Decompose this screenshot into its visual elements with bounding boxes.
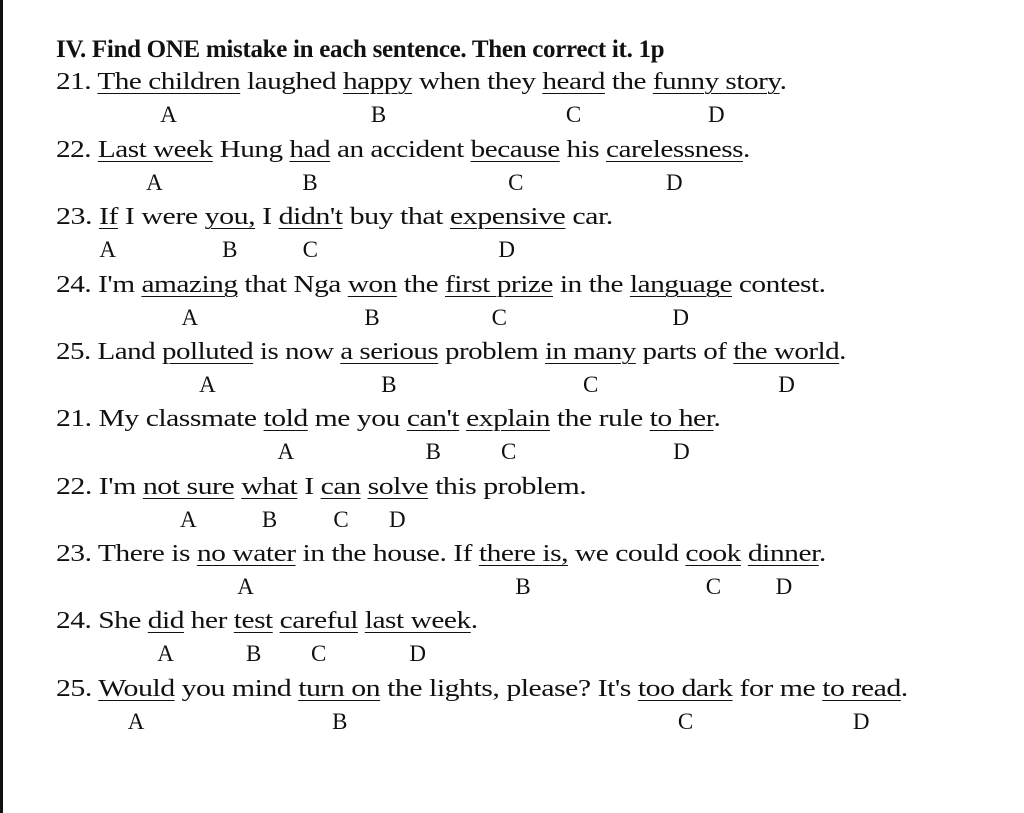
question-number: 25. bbox=[56, 339, 98, 365]
question-sentence bbox=[56, 203, 613, 231]
sentence-text: . bbox=[818, 541, 826, 567]
underlined-option: because bbox=[470, 137, 560, 163]
sentence-text: . bbox=[839, 339, 846, 365]
sentence-text: . bbox=[742, 137, 750, 163]
option-letter: A bbox=[157, 641, 174, 666]
option-letter: D bbox=[498, 237, 515, 262]
option-letter: A bbox=[99, 237, 116, 262]
option-letter: B bbox=[222, 237, 238, 262]
underlined-option: Would bbox=[98, 676, 175, 702]
sentence-text: Land bbox=[97, 339, 162, 365]
sentence-text: problem bbox=[438, 339, 545, 365]
sentence-text: contest. bbox=[732, 272, 826, 298]
underlined-option: can't bbox=[406, 406, 460, 432]
underlined-option: the world bbox=[733, 339, 840, 365]
option-letter: D bbox=[409, 641, 426, 666]
sentence-text: . bbox=[713, 406, 721, 432]
option-letter: B bbox=[364, 305, 380, 330]
question-number: 24. bbox=[56, 608, 99, 634]
sentence-text: when they bbox=[412, 69, 543, 95]
sentence-text: in the bbox=[552, 272, 630, 298]
option-letter: A bbox=[180, 507, 197, 532]
question-sentence bbox=[56, 338, 846, 366]
option-letter: C bbox=[491, 305, 507, 330]
question-sentence bbox=[56, 271, 826, 299]
option-letter: B bbox=[381, 372, 397, 397]
sentence-text: you mind bbox=[174, 676, 299, 702]
underlined-option: told bbox=[263, 406, 308, 432]
option-letter: C bbox=[508, 170, 524, 195]
underlined-option: too dark bbox=[637, 676, 733, 702]
underlined-option: happy bbox=[343, 69, 413, 95]
underlined-option: polluted bbox=[161, 339, 254, 365]
option-letter: D bbox=[778, 372, 795, 397]
underlined-option: no water bbox=[196, 541, 296, 567]
sentence-text: the rule bbox=[549, 406, 650, 432]
question-sentence bbox=[56, 675, 908, 703]
sentence-text: in the house. If bbox=[295, 541, 479, 567]
question-sentence bbox=[56, 540, 826, 568]
underlined-option: expensive bbox=[450, 204, 566, 230]
sentence-text: Hung bbox=[212, 137, 290, 163]
sentence-text: this problem. bbox=[428, 474, 587, 500]
sentence-text: . bbox=[779, 69, 787, 95]
underlined-option: explain bbox=[466, 406, 550, 432]
sentence-text: There is bbox=[97, 541, 197, 567]
question-sentence bbox=[56, 405, 720, 433]
underlined-option: test bbox=[233, 608, 273, 634]
underlined-option: to her bbox=[649, 406, 714, 432]
underlined-option: If bbox=[98, 204, 118, 230]
underlined-option: Last week bbox=[97, 137, 213, 163]
question-number: 22. bbox=[56, 474, 99, 500]
underlined-option: solve bbox=[367, 474, 429, 500]
sentence-text: the bbox=[396, 272, 445, 298]
sentence-text: buy that bbox=[342, 204, 451, 230]
option-letter: A bbox=[146, 170, 163, 195]
option-letter: B bbox=[370, 102, 387, 127]
option-letter: C bbox=[583, 372, 599, 397]
sentence-text bbox=[358, 608, 365, 634]
option-letter: B bbox=[302, 170, 318, 195]
sentence-text: . bbox=[470, 608, 478, 634]
sentence-text: her bbox=[183, 608, 234, 634]
underlined-option: won bbox=[347, 272, 397, 298]
underlined-option: in many bbox=[544, 339, 636, 365]
underlined-option: didn't bbox=[278, 204, 343, 230]
option-letter: C bbox=[302, 237, 318, 262]
question-sentence bbox=[56, 607, 478, 635]
question-sentence bbox=[56, 473, 586, 501]
sentence-text: his bbox=[559, 137, 607, 163]
option-letter: B bbox=[246, 641, 262, 666]
sentence-text: for me bbox=[732, 676, 823, 702]
sentence-text: She bbox=[98, 608, 148, 634]
sentence-text: I bbox=[255, 204, 279, 230]
option-letter: C bbox=[311, 641, 327, 666]
underlined-option: there is, bbox=[478, 541, 569, 567]
question-sentence bbox=[56, 68, 786, 96]
option-letter: A bbox=[237, 574, 254, 599]
underlined-option: what bbox=[241, 474, 298, 500]
underlined-option: to read bbox=[822, 676, 901, 702]
underlined-option: heard bbox=[542, 69, 605, 95]
sentence-text: that Nga bbox=[237, 272, 348, 298]
option-letter: C bbox=[333, 507, 349, 532]
question-number: 23. bbox=[56, 541, 98, 567]
option-letter: C bbox=[501, 439, 517, 464]
sentence-text: the lights, please? It's bbox=[380, 676, 638, 702]
option-letter: D bbox=[673, 439, 690, 464]
question-number: 25. bbox=[56, 676, 99, 702]
underlined-option: you, bbox=[204, 204, 256, 230]
option-letter: A bbox=[277, 439, 295, 464]
option-letter: B bbox=[261, 507, 278, 532]
underlined-option: language bbox=[629, 272, 733, 298]
underlined-option: turn on bbox=[298, 676, 381, 702]
underlined-option: carelessness bbox=[606, 137, 743, 163]
question-number: 22. bbox=[56, 137, 98, 163]
sentence-text: I'm bbox=[98, 474, 143, 500]
question-number: 21. bbox=[56, 69, 98, 95]
option-letter: D bbox=[708, 102, 725, 127]
sentence-text: an accident bbox=[330, 137, 471, 163]
option-letter: C bbox=[565, 102, 582, 127]
option-letter: B bbox=[515, 574, 531, 599]
underlined-option: not sure bbox=[142, 474, 235, 500]
option-letter: D bbox=[666, 170, 683, 195]
underlined-option: first prize bbox=[444, 272, 553, 298]
underlined-option: amazing bbox=[141, 272, 238, 298]
sentence-text: . bbox=[900, 676, 908, 702]
option-letter: A bbox=[160, 102, 177, 127]
sentence-text bbox=[234, 474, 241, 500]
question-number: 21. bbox=[56, 406, 99, 432]
exercise-heading: IV. Find ONE mistake in each sentence. Then correct it. 1p bbox=[56, 36, 665, 63]
option-letter: D bbox=[672, 305, 690, 330]
underlined-option: careful bbox=[279, 608, 358, 634]
option-letter: C bbox=[705, 574, 722, 599]
question-number: 23. bbox=[56, 204, 99, 230]
option-letter: B bbox=[425, 439, 441, 464]
left-border bbox=[0, 0, 3, 813]
option-letter: D bbox=[852, 709, 870, 734]
option-letter: A bbox=[127, 709, 145, 734]
underlined-option: cook bbox=[685, 541, 741, 567]
underlined-option: The children bbox=[97, 69, 241, 95]
option-letter: A bbox=[199, 372, 216, 397]
option-letter: D bbox=[775, 574, 793, 599]
underlined-option: a serious bbox=[340, 339, 439, 365]
sentence-text: the bbox=[604, 69, 653, 95]
sentence-text bbox=[741, 541, 748, 567]
option-letter: B bbox=[332, 709, 348, 734]
sentence-text: I bbox=[297, 474, 321, 500]
underlined-option: dinner bbox=[747, 541, 819, 567]
option-letter: D bbox=[389, 507, 406, 532]
sentence-text: laughed bbox=[240, 69, 344, 95]
option-letter: C bbox=[677, 709, 694, 734]
sentence-text: I'm bbox=[98, 272, 142, 298]
sentence-text bbox=[459, 406, 466, 432]
underlined-option: can bbox=[320, 474, 361, 500]
question-sentence bbox=[56, 136, 750, 164]
sentence-text: car. bbox=[565, 204, 613, 230]
underlined-option: did bbox=[147, 608, 184, 634]
underlined-option: last week bbox=[364, 608, 471, 634]
option-letter: A bbox=[181, 305, 199, 330]
sentence-text: My classmate bbox=[98, 406, 264, 432]
sentence-text: is now bbox=[253, 339, 341, 365]
sentence-text: me you bbox=[307, 406, 407, 432]
sentence-text: we could bbox=[568, 541, 686, 567]
underlined-option: funny story bbox=[652, 69, 780, 95]
sentence-text: parts of bbox=[635, 339, 734, 365]
underlined-option: had bbox=[289, 137, 331, 163]
question-number: 24. bbox=[56, 272, 99, 298]
sentence-text: I were bbox=[117, 204, 205, 230]
